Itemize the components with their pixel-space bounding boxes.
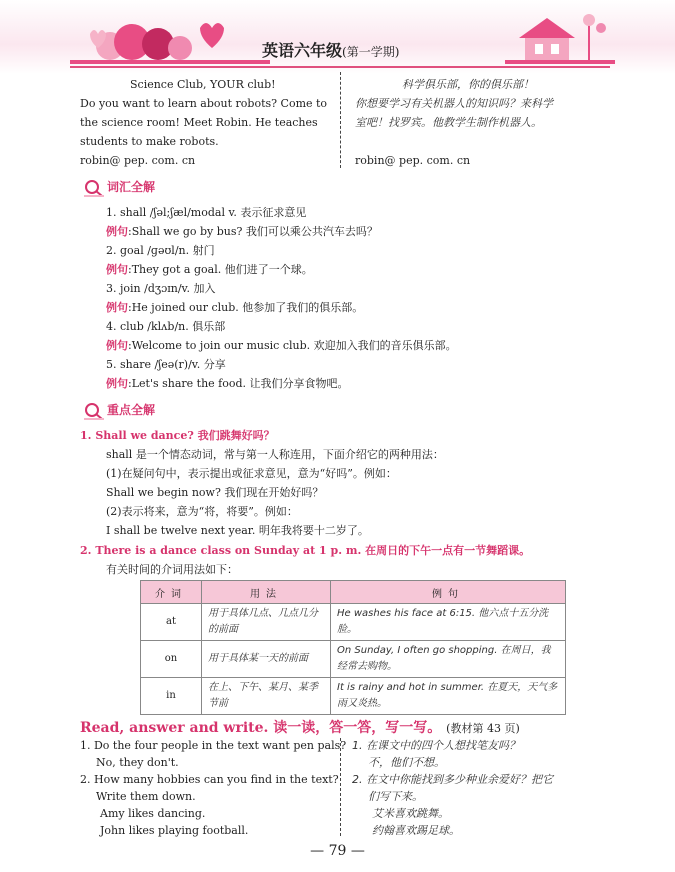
decorative-hearts-icon (70, 14, 270, 66)
table-cell-use: 用于具体几点、几点几分的前面 (202, 604, 331, 641)
keypoint-line: Shall we begin now? 我们现在开始好吗？ (106, 486, 324, 499)
vocab-example (106, 299, 363, 316)
table-header: 例句 (331, 581, 566, 604)
table-cell-prep: on (141, 641, 202, 678)
answer-en-line: 1. Do the four people in the text want pen pals? (80, 739, 347, 752)
table-cell-use: 在上、下午、某月、某季节前 (202, 678, 331, 715)
keypoint-2-intro: 有关时间的介词用法如下： (106, 563, 238, 576)
vocab-example (106, 337, 457, 354)
answer-cn-line: 们写下来。 (368, 790, 423, 803)
table-cell-example: On Sunday, I often go shopping. 在周日，我经常去购物。 (331, 641, 566, 678)
notice-en-email: robin@ pep. com. cn (80, 154, 196, 167)
magnifier-icon (84, 402, 104, 420)
example-text: :They got a goal. 他们进了一个球。 (128, 263, 313, 276)
table-cell-use: 用于具体某一天的前面 (202, 641, 331, 678)
notice-en-line: Do you want to learn about robots? Come to (80, 97, 328, 110)
vocab-word: 3. join /dʒɔɪn/v. 加入 (106, 282, 216, 295)
keypoint-line: shall 是一个情态动词，常与第一人称连用，下面介绍它的两种用法： (106, 448, 444, 461)
answer-cn-line: 1. 在课文中的四个人想找笔友吗？ (352, 739, 520, 752)
textbook-reference: (教材第 43 页) (446, 722, 520, 735)
keypoint-line: (1)在疑问句中，表示提出或征求意见，意为“好吗”。例如： (106, 467, 397, 480)
decorative-house-icon (505, 10, 615, 66)
example-label: 例句 (106, 301, 128, 314)
book-title: 英语六年级 (262, 41, 343, 60)
table-row (141, 604, 566, 641)
answer-en-line: 2. How many hobbies can you find in the text? (80, 773, 339, 786)
vocab-word: 5. share /ʃeə(r)/v. 分享 (106, 358, 226, 371)
read-write-heading (80, 717, 520, 737)
answer-en-line: John likes playing football. (100, 824, 249, 837)
keypoint-line: (2)表示将来，意为“将，将要”。例如： (106, 505, 298, 518)
vocab-example (106, 223, 378, 240)
table-cell-prep: in (141, 678, 202, 715)
header-rule (70, 66, 610, 68)
keypoints-heading (84, 401, 155, 420)
notice-cn-title: 科学俱乐部，你的俱乐部！ (402, 78, 534, 91)
example-text: :Welcome to join our music club. 欢迎加入我们的音乐俱乐部。 (128, 339, 457, 352)
header-banner (0, 0, 675, 74)
vocab-word: 1. shall /ʃəl;ʃæl/modal v. 表示征求意见 (106, 206, 307, 219)
answer-cn-line: 约翰喜欢踢足球。 (372, 824, 460, 837)
keypoint-2-title: 2. There is a dance class on Sunday at 1 p. m. 在周日的下午一点有一节舞蹈课。 (80, 544, 531, 557)
table-row (141, 678, 566, 715)
answer-cn-line: 艾米喜欢跳舞。 (372, 807, 449, 820)
vocab-example (106, 261, 313, 278)
vocab-heading-text: 词汇全解 (107, 180, 156, 194)
keypoint-1-title: 1. Shall we dance? 我们跳舞好吗？ (80, 429, 275, 442)
vocab-word: 4. club /klʌb/n. 俱乐部 (106, 320, 226, 333)
table-header: 介词 (141, 581, 202, 604)
book-subtitle: (第一学期) (342, 45, 400, 59)
page-number: — 79 — (310, 843, 365, 859)
answer-en-line: Write them down. (96, 790, 196, 803)
answer-en-line: No, they don't. (96, 756, 179, 769)
notice-en-line: the science room! Meet Robin. He teaches (80, 116, 318, 129)
example-label: 例句 (106, 377, 128, 390)
column-divider (340, 72, 341, 168)
notice-cn-line: 室吧！找罗宾。他教学生制作机器人。 (355, 116, 542, 129)
answer-en-line: Amy likes dancing. (100, 807, 206, 820)
notice-cn-line: 你想要学习有关机器人的知识吗？来科学 (355, 97, 553, 110)
table-header: 用法 (202, 581, 331, 604)
answer-cn-line: 不，他们不想。 (368, 756, 445, 769)
read-write-title: Read, answer and write. 读一读，答一答，写一写。 (80, 720, 442, 736)
vocab-example (106, 375, 349, 392)
magnifier-icon (84, 179, 104, 197)
notice-en-line: students to make robots. (80, 135, 219, 148)
preposition-table (140, 580, 566, 715)
page-title (262, 38, 399, 61)
table-cell-example: It is rainy and hot in summer. 在夏天，天气多雨又炎热。 (331, 678, 566, 715)
keypoints-heading-text: 重点全解 (107, 403, 156, 417)
table-cell-example: He washes his face at 6:15. 他六点十五分洗脸。 (331, 604, 566, 641)
answer-cn-line: 2. 在文中你能找到多少种业余爱好？把它 (352, 773, 553, 786)
example-text: :Shall we go by bus? 我们可以乘公共汽车去吗？ (128, 225, 378, 238)
vocab-heading (84, 178, 155, 197)
table-row (141, 641, 566, 678)
keypoint-line: I shall be twelve next year. 明年我将要十二岁了。 (106, 524, 369, 537)
example-text: :Let's share the food. 让我们分享食物吧。 (128, 377, 349, 390)
notice-cn-email: robin@ pep. com. cn (355, 154, 471, 167)
table-header-row (141, 581, 566, 604)
table-cell-prep: at (141, 604, 202, 641)
example-label: 例句 (106, 263, 128, 276)
example-label: 例句 (106, 339, 128, 352)
vocab-word: 2. goal /ɡəʊl/n. 射门 (106, 244, 215, 257)
example-text: :He joined our club. 他参加了我们的俱乐部。 (128, 301, 364, 314)
notice-en-title: Science Club, YOUR club! (130, 78, 276, 91)
example-label: 例句 (106, 225, 128, 238)
